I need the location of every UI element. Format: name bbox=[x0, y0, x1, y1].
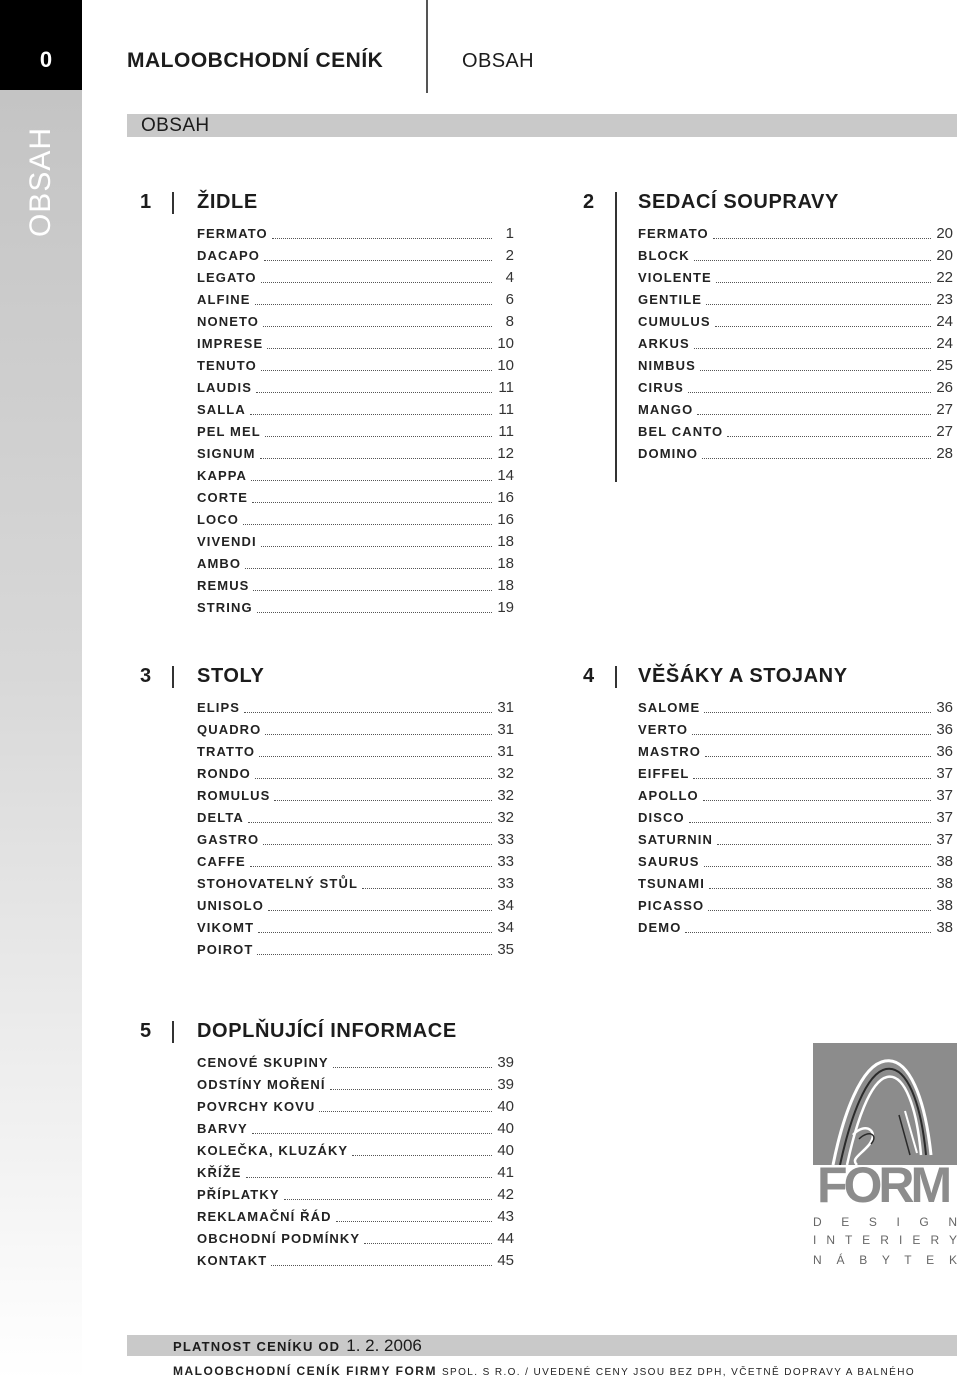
validity-label: PLATNOST CENÍKU OD bbox=[173, 1339, 341, 1354]
toc-entry bbox=[197, 355, 514, 377]
section-entries bbox=[197, 697, 514, 961]
entry-name: KOLEČKA, KLUZÁKY bbox=[197, 1143, 349, 1158]
entry-name: GASTRO bbox=[197, 832, 260, 847]
section-divider bbox=[615, 666, 617, 688]
entry-name: KŘÍŽE bbox=[197, 1165, 242, 1180]
dot-leader bbox=[700, 369, 931, 371]
logo-tagline-furniture: N Á B Y T E K bbox=[813, 1253, 957, 1267]
dot-leader bbox=[263, 325, 492, 327]
dot-leader bbox=[255, 303, 492, 305]
entry-page-number: 31 bbox=[497, 743, 514, 760]
entry-name: KONTAKT bbox=[197, 1253, 268, 1268]
dot-leader bbox=[704, 711, 931, 713]
toc-entry bbox=[197, 697, 514, 719]
dot-leader bbox=[263, 843, 492, 845]
section-entries bbox=[197, 1052, 514, 1272]
entry-page-number: 4 bbox=[505, 269, 514, 286]
toc-entry bbox=[197, 399, 514, 421]
entry-page-number: 43 bbox=[497, 1208, 514, 1225]
entry-name: QUADRO bbox=[197, 722, 262, 737]
toc-entry bbox=[197, 509, 514, 531]
toc-entry bbox=[197, 421, 514, 443]
dot-leader bbox=[250, 413, 492, 415]
dot-leader bbox=[256, 391, 492, 393]
dot-leader bbox=[252, 1132, 492, 1134]
entry-page-number: 40 bbox=[497, 1120, 514, 1137]
logo-tagline-interiors: I N T E R I E R Y bbox=[813, 1233, 957, 1247]
toc-entry bbox=[638, 333, 953, 355]
validity-date: 1. 2. 2006 bbox=[346, 1336, 422, 1355]
dot-leader bbox=[708, 909, 931, 911]
entry-page-number: 18 bbox=[497, 555, 514, 572]
entry-name: STOHOVATELNÝ STŮL bbox=[197, 876, 358, 891]
toc-entry bbox=[638, 377, 953, 399]
entry-page-number: 18 bbox=[497, 577, 514, 594]
dot-leader bbox=[267, 347, 492, 349]
dot-leader bbox=[716, 281, 931, 283]
entry-name: CAFFE bbox=[197, 854, 246, 869]
entry-page-number: 37 bbox=[936, 831, 953, 848]
entry-page-number: 33 bbox=[497, 875, 514, 892]
toc-entry bbox=[638, 807, 953, 829]
entry-page-number: 10 bbox=[497, 357, 514, 374]
page-number: 0 bbox=[39, 47, 53, 72]
entry-page-number: 24 bbox=[936, 335, 953, 352]
entry-name: GENTILE bbox=[638, 292, 703, 307]
dot-leader bbox=[704, 865, 932, 867]
entry-page-number: 39 bbox=[497, 1076, 514, 1093]
entry-name: CIRUS bbox=[638, 380, 684, 395]
toc-entry bbox=[197, 289, 514, 311]
toc-entry bbox=[197, 1162, 514, 1184]
dot-leader bbox=[264, 259, 492, 261]
entry-name: KAPPA bbox=[197, 468, 248, 483]
toc-entry bbox=[638, 719, 953, 741]
dot-leader bbox=[261, 545, 492, 547]
dot-leader bbox=[272, 237, 492, 239]
toc-entry bbox=[638, 311, 953, 333]
entry-name: FERMATO bbox=[197, 226, 268, 241]
section-number: 1 bbox=[140, 191, 152, 213]
entry-page-number: 36 bbox=[936, 743, 953, 760]
entry-name: EIFFEL bbox=[638, 766, 690, 781]
entry-page-number: 24 bbox=[936, 313, 953, 330]
entry-page-number: 36 bbox=[936, 699, 953, 716]
page-number-box bbox=[0, 0, 82, 90]
toc-entry bbox=[638, 873, 953, 895]
entry-page-number: 37 bbox=[936, 765, 953, 782]
toc-entry bbox=[638, 289, 953, 311]
entry-page-number: 31 bbox=[497, 699, 514, 716]
toc-entry bbox=[197, 575, 514, 597]
entry-name: NIMBUS bbox=[638, 358, 696, 373]
entry-name: CUMULUS bbox=[638, 314, 711, 329]
dot-leader bbox=[259, 755, 492, 757]
toc-entry bbox=[638, 763, 953, 785]
entry-page-number: 20 bbox=[936, 225, 953, 242]
dot-leader bbox=[702, 457, 931, 459]
entry-page-number: 37 bbox=[936, 809, 953, 826]
entry-name: NONETO bbox=[197, 314, 259, 329]
dot-leader bbox=[364, 1242, 492, 1244]
dot-leader bbox=[713, 237, 931, 239]
entry-name: BEL CANTO bbox=[638, 424, 724, 439]
entry-page-number: 33 bbox=[497, 853, 514, 870]
dot-leader bbox=[727, 435, 931, 437]
toc-entry bbox=[638, 697, 953, 719]
dot-leader bbox=[243, 523, 492, 525]
side-strip bbox=[0, 90, 82, 1380]
entry-name: LOCO bbox=[197, 512, 239, 527]
toc-entry bbox=[197, 531, 514, 553]
dot-leader bbox=[261, 281, 492, 283]
entry-page-number: 31 bbox=[497, 721, 514, 738]
toc-entry bbox=[197, 763, 514, 785]
toc-entry bbox=[197, 333, 514, 355]
entry-page-number: 25 bbox=[936, 357, 953, 374]
dot-leader bbox=[251, 479, 492, 481]
toc-entry bbox=[197, 443, 514, 465]
section-divider bbox=[172, 1021, 174, 1043]
entry-page-number: 6 bbox=[505, 291, 514, 308]
entry-name: CENOVÉ SKUPINY bbox=[197, 1055, 329, 1070]
entry-page-number: 27 bbox=[936, 401, 953, 418]
entry-page-number: 11 bbox=[498, 423, 514, 440]
contents-heading: OBSAH bbox=[141, 115, 210, 136]
toc-entry bbox=[197, 553, 514, 575]
entry-page-number: 40 bbox=[497, 1142, 514, 1159]
document-title: MALOOBCHODNÍ CENÍK bbox=[127, 49, 384, 72]
toc-entry bbox=[638, 443, 953, 465]
dot-leader bbox=[697, 413, 931, 415]
footer-validity-bar bbox=[127, 1335, 957, 1356]
entry-page-number: 14 bbox=[497, 467, 514, 484]
entry-page-number: 38 bbox=[936, 919, 953, 936]
entry-page-number: 11 bbox=[498, 379, 514, 396]
entry-name: DEMO bbox=[638, 920, 682, 935]
toc-entry bbox=[197, 785, 514, 807]
dot-leader bbox=[253, 589, 492, 591]
side-strip-label: OBSAH bbox=[24, 127, 57, 238]
toc-entry bbox=[638, 421, 953, 443]
toc-entry bbox=[638, 355, 953, 377]
entry-page-number: 45 bbox=[497, 1252, 514, 1269]
entry-page-number: 32 bbox=[497, 765, 514, 782]
toc-entry bbox=[197, 1140, 514, 1162]
side-strip-label-wrap bbox=[0, 120, 82, 245]
toc-entry bbox=[638, 223, 953, 245]
toc-entry bbox=[197, 851, 514, 873]
entry-page-number: 23 bbox=[936, 291, 953, 308]
section-entries bbox=[197, 223, 514, 619]
entry-name: VIOLENTE bbox=[638, 270, 712, 285]
entry-page-number: 20 bbox=[936, 247, 953, 264]
entry-name: UNISOLO bbox=[197, 898, 264, 913]
entry-page-number: 28 bbox=[936, 445, 953, 462]
entry-name: OBCHODNÍ PODMÍNKY bbox=[197, 1231, 361, 1246]
entry-page-number: 44 bbox=[497, 1230, 514, 1247]
entry-name: SATURNIN bbox=[638, 832, 713, 847]
entry-page-number: 35 bbox=[497, 941, 514, 958]
dot-leader bbox=[330, 1088, 492, 1090]
section-number: 2 bbox=[583, 191, 595, 213]
toc-entry bbox=[197, 1096, 514, 1118]
dot-leader bbox=[250, 865, 492, 867]
entry-page-number: 36 bbox=[936, 721, 953, 738]
toc-entry bbox=[197, 829, 514, 851]
entry-name: POIROT bbox=[197, 942, 254, 957]
dot-leader bbox=[271, 1264, 492, 1266]
entry-page-number: 38 bbox=[936, 897, 953, 914]
dot-leader bbox=[689, 821, 931, 823]
dot-leader bbox=[336, 1220, 492, 1222]
entry-page-number: 39 bbox=[497, 1054, 514, 1071]
toc-entry bbox=[638, 829, 953, 851]
dot-leader bbox=[688, 391, 931, 393]
entry-name: ALFINE bbox=[197, 292, 251, 307]
entry-page-number: 37 bbox=[936, 787, 953, 804]
footer-company: MALOOBCHODNÍ CENÍK FIRMY FORM bbox=[173, 1364, 437, 1378]
dot-leader bbox=[705, 755, 931, 757]
toc-entry bbox=[638, 399, 953, 421]
dot-leader bbox=[252, 501, 492, 503]
entry-page-number: 32 bbox=[497, 787, 514, 804]
entry-name: TRATTO bbox=[197, 744, 256, 759]
toc-entry bbox=[638, 267, 953, 289]
dot-leader bbox=[248, 821, 492, 823]
toc-entry bbox=[197, 917, 514, 939]
entry-name: PICASSO bbox=[638, 898, 705, 913]
entry-name: STRING bbox=[197, 600, 253, 615]
entry-page-number: 22 bbox=[936, 269, 953, 286]
dot-leader bbox=[260, 457, 492, 459]
toc-entry bbox=[197, 873, 514, 895]
section-entries bbox=[638, 223, 953, 465]
entry-name: DISCO bbox=[638, 810, 685, 825]
entry-name: VIVENDI bbox=[197, 534, 257, 549]
header-divider bbox=[426, 0, 428, 93]
toc-entry bbox=[197, 465, 514, 487]
entry-page-number: 1 bbox=[505, 225, 514, 242]
dot-leader bbox=[265, 733, 492, 735]
dot-leader bbox=[257, 953, 492, 955]
toc-entry bbox=[197, 377, 514, 399]
footer-note: SPOL. S R.O. / UVEDENÉ CENY JSOU BEZ DPH, VČETNĚ DOPRAVY A BALNÉHO bbox=[441, 1367, 915, 1378]
toc-entry bbox=[638, 785, 953, 807]
dot-leader bbox=[693, 777, 931, 779]
toc-entry bbox=[638, 895, 953, 917]
entry-page-number: 16 bbox=[497, 511, 514, 528]
toc-entry bbox=[197, 807, 514, 829]
entry-page-number: 38 bbox=[936, 853, 953, 870]
dot-leader bbox=[717, 843, 931, 845]
section-number: 5 bbox=[140, 1020, 152, 1042]
entry-name: LEGATO bbox=[197, 270, 257, 285]
toc-entry bbox=[197, 311, 514, 333]
toc-entry bbox=[197, 1228, 514, 1250]
entry-page-number: 27 bbox=[936, 423, 953, 440]
section-title: DOPLŇUJÍCÍ INFORMACE bbox=[197, 1020, 457, 1042]
logo-tagline-design: D E S I G N bbox=[813, 1215, 957, 1229]
entry-name: TENUTO bbox=[197, 358, 257, 373]
entry-name: ROMULUS bbox=[197, 788, 271, 803]
entry-name: PEL MEL bbox=[197, 424, 261, 439]
entry-name: IMPRESE bbox=[197, 336, 264, 351]
toc-entry bbox=[197, 1206, 514, 1228]
dot-leader bbox=[265, 435, 492, 437]
entry-name: MASTRO bbox=[638, 744, 701, 759]
dot-leader bbox=[255, 777, 492, 779]
dot-leader bbox=[352, 1154, 492, 1156]
entry-page-number: 2 bbox=[505, 247, 514, 264]
entry-name: BLOCK bbox=[638, 248, 690, 263]
entry-page-number: 19 bbox=[497, 599, 514, 616]
entry-page-number: 16 bbox=[497, 489, 514, 506]
entry-page-number: 40 bbox=[497, 1098, 514, 1115]
footer-validity bbox=[173, 1335, 422, 1358]
dot-leader bbox=[258, 931, 492, 933]
entry-page-number: 26 bbox=[936, 379, 953, 396]
entry-name: ARKUS bbox=[638, 336, 690, 351]
entry-name: SIGNUM bbox=[197, 446, 256, 461]
toc-entry bbox=[197, 1118, 514, 1140]
dot-leader bbox=[246, 1176, 493, 1178]
dot-leader bbox=[274, 799, 492, 801]
toc-entry bbox=[638, 245, 953, 267]
entry-name: DELTA bbox=[197, 810, 244, 825]
entry-page-number: 41 bbox=[497, 1164, 514, 1181]
dot-leader bbox=[284, 1198, 492, 1200]
toc-entry bbox=[197, 719, 514, 741]
entry-name: SALOME bbox=[638, 700, 701, 715]
dot-leader bbox=[319, 1110, 492, 1112]
toc-entry bbox=[197, 487, 514, 509]
entry-page-number: 42 bbox=[497, 1186, 514, 1203]
toc-entry bbox=[197, 597, 514, 619]
entry-name: AMBO bbox=[197, 556, 242, 571]
entry-name: REKLAMAČNÍ ŘÁD bbox=[197, 1209, 332, 1224]
dot-leader bbox=[694, 347, 931, 349]
contents-heading-bar bbox=[127, 114, 957, 137]
dot-leader bbox=[333, 1066, 492, 1068]
entry-name: RONDO bbox=[197, 766, 251, 781]
dot-leader bbox=[709, 887, 931, 889]
section-number: 4 bbox=[583, 665, 595, 687]
section-divider bbox=[172, 666, 174, 688]
form-logo-mark bbox=[813, 1043, 957, 1165]
entry-name: DACAPO bbox=[197, 248, 260, 263]
entry-name: CORTE bbox=[197, 490, 248, 505]
entry-name: SALLA bbox=[197, 402, 246, 417]
entry-name: DOMINO bbox=[638, 446, 699, 461]
toc-entry bbox=[197, 1250, 514, 1272]
toc-entry bbox=[638, 917, 953, 939]
entry-name: SAURUS bbox=[638, 854, 700, 869]
entry-name: APOLLO bbox=[638, 788, 699, 803]
section-number: 3 bbox=[140, 665, 152, 687]
toc-entry bbox=[638, 851, 953, 873]
entry-page-number: 32 bbox=[497, 809, 514, 826]
toc-entry bbox=[197, 1184, 514, 1206]
toc-entry bbox=[197, 895, 514, 917]
toc-entry bbox=[197, 1074, 514, 1096]
entry-name: ELIPS bbox=[197, 700, 241, 715]
dot-leader bbox=[694, 259, 931, 261]
entry-page-number: 34 bbox=[497, 897, 514, 914]
section-title: ŽIDLE bbox=[197, 191, 258, 213]
entry-page-number: 8 bbox=[505, 313, 514, 330]
entry-name: MANGO bbox=[638, 402, 694, 417]
entry-page-number: 38 bbox=[936, 875, 953, 892]
header-section-name: OBSAH bbox=[462, 50, 535, 72]
footer-note-line bbox=[173, 1362, 955, 1380]
entry-page-number: 10 bbox=[497, 335, 514, 352]
dot-leader bbox=[261, 369, 492, 371]
logo-wordmark: FORM bbox=[817, 1160, 949, 1210]
entry-name: BARVY bbox=[197, 1121, 248, 1136]
toc-entry bbox=[197, 223, 514, 245]
section-divider bbox=[615, 192, 617, 482]
entry-name: LAUDIS bbox=[197, 380, 252, 395]
entry-page-number: 33 bbox=[497, 831, 514, 848]
section-title: STOLY bbox=[197, 665, 265, 687]
section-title: SEDACÍ SOUPRAVY bbox=[638, 191, 839, 213]
entry-name: ODSTÍNY MOŘENÍ bbox=[197, 1077, 326, 1092]
entry-page-number: 34 bbox=[497, 919, 514, 936]
toc-entry bbox=[197, 267, 514, 289]
section-entries bbox=[638, 697, 953, 939]
dot-leader bbox=[244, 711, 492, 713]
dot-leader bbox=[685, 931, 931, 933]
section-divider bbox=[172, 192, 174, 214]
dot-leader bbox=[257, 611, 492, 613]
toc-entry bbox=[197, 741, 514, 763]
toc-entry bbox=[197, 1052, 514, 1074]
toc-entry bbox=[638, 741, 953, 763]
entry-page-number: 11 bbox=[498, 401, 514, 418]
entry-name: VERTO bbox=[638, 722, 689, 737]
dot-leader bbox=[706, 303, 931, 305]
section-title: VĚŠÁKY A STOJANY bbox=[638, 665, 848, 687]
toc-entry bbox=[197, 939, 514, 961]
dot-leader bbox=[715, 325, 931, 327]
dot-leader bbox=[362, 887, 492, 889]
entry-name: REMUS bbox=[197, 578, 250, 593]
entry-name: VIKOMT bbox=[197, 920, 255, 935]
entry-name: FERMATO bbox=[638, 226, 709, 241]
entry-name: PŘÍPLATKY bbox=[197, 1187, 280, 1202]
toc-entry bbox=[197, 245, 514, 267]
entry-page-number: 12 bbox=[497, 445, 514, 462]
dot-leader bbox=[268, 909, 492, 911]
entry-name: POVRCHY KOVU bbox=[197, 1099, 316, 1114]
dot-leader bbox=[692, 733, 931, 735]
dot-leader bbox=[245, 567, 492, 569]
entry-name: TSUNAMI bbox=[638, 876, 705, 891]
dot-leader bbox=[703, 799, 931, 801]
entry-page-number: 18 bbox=[497, 533, 514, 550]
